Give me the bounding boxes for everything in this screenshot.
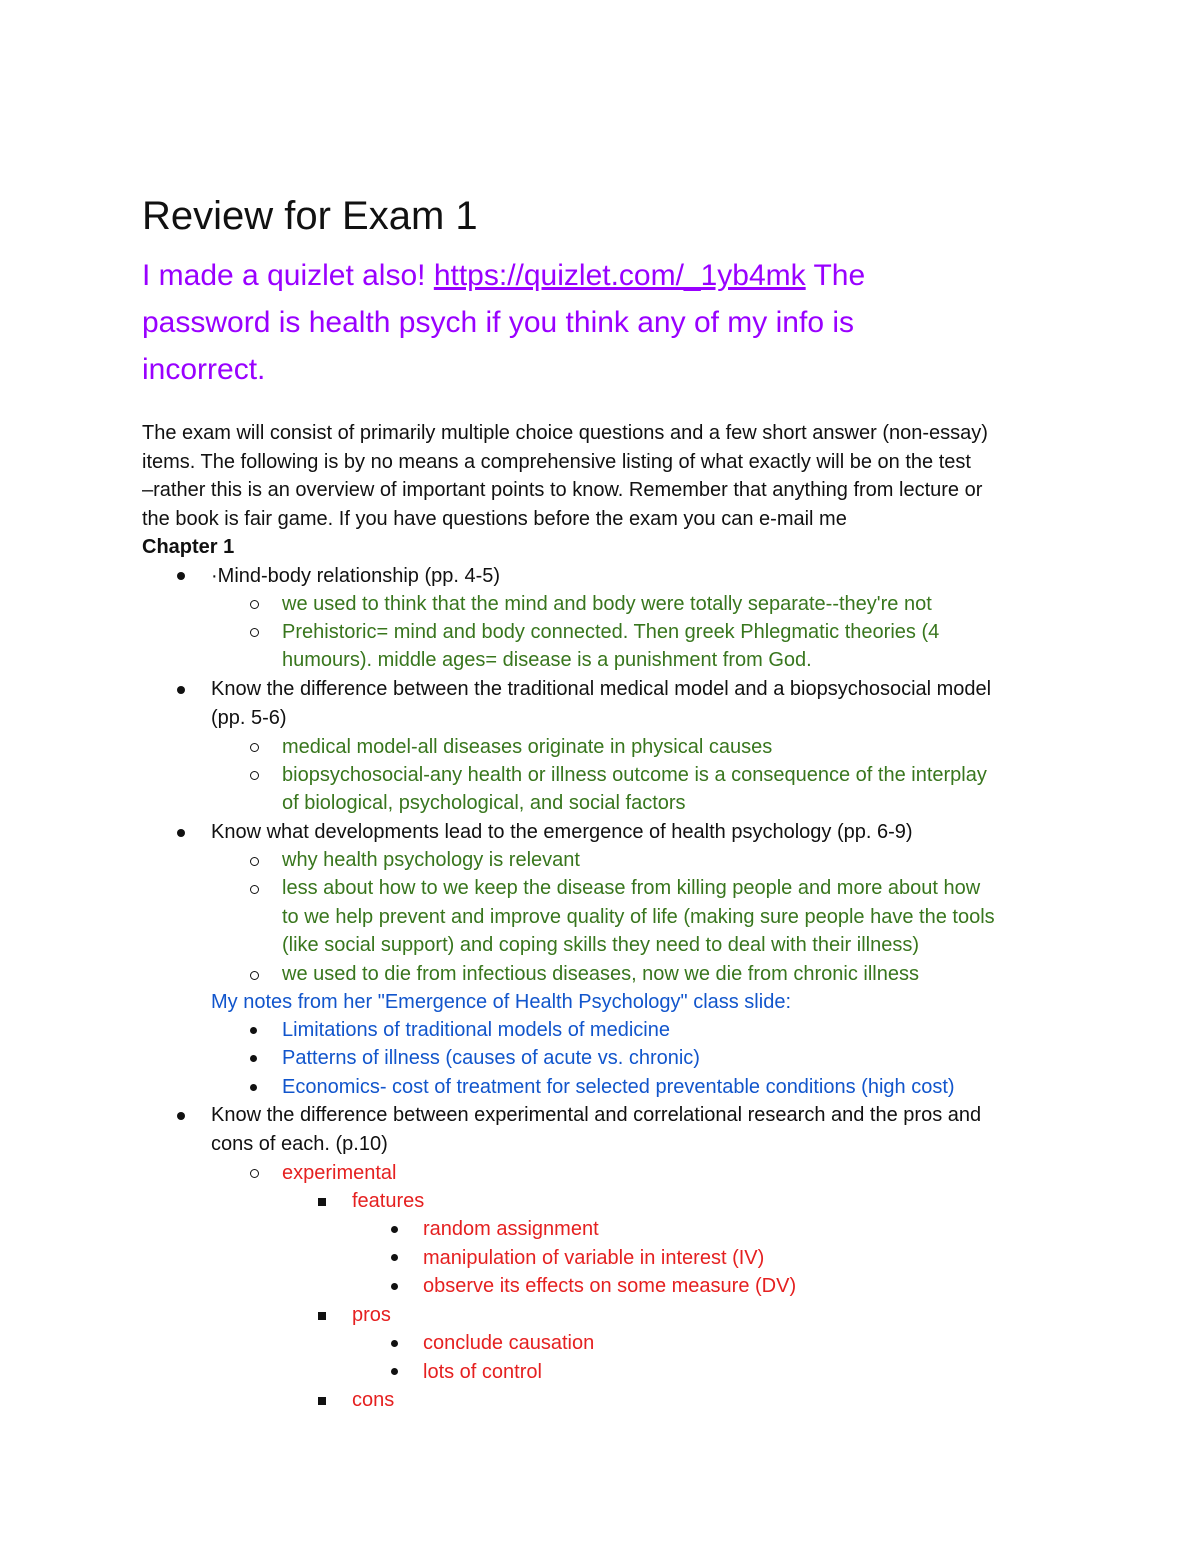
list-item-mind-body: ·Mind-body relationship (pp. 4-5) <box>211 565 501 587</box>
notes-heading: My notes from her "Emergence of Health Psychology" class slide: <box>211 991 791 1013</box>
list-item-developments-sub: why health psychology is relevant <box>282 849 580 871</box>
quizlet-note-text-after: The <box>805 259 866 292</box>
list-item-feature: manipulation of variable in interest (IV) <box>423 1247 765 1269</box>
bullet-icon <box>391 1340 398 1347</box>
quizlet-note <box>142 252 1062 393</box>
bullet-icon <box>177 829 185 837</box>
list-item-feature: observe its effects on some measure (DV) <box>423 1275 797 1297</box>
list-item-mind-body-sub-cont: humours). middle ages= disease is a punishment from God. <box>282 649 812 671</box>
square-bullet-icon <box>318 1198 326 1206</box>
list-item-models: Know the difference between the traditional medical model and a biopsychosocial model <box>211 678 992 700</box>
bullet-icon <box>391 1283 398 1290</box>
paragraph-line: the book is fair game. If you have questions before the exam you can e-mail me <box>142 507 847 530</box>
list-item-developments-sub-cont: (like social support) and coping skills they need to deal with their illness) <box>282 934 919 956</box>
list-item-research-cont: cons of each. (p.10) <box>211 1133 388 1155</box>
square-bullet-icon <box>318 1312 326 1320</box>
list-item-pro: lots of control <box>423 1361 542 1383</box>
quizlet-note-line-3: incorrect. <box>142 353 266 386</box>
list-item-mind-body-sub: we used to think that the mind and body were totally separate--they're not <box>282 593 932 615</box>
chapter-heading: Chapter 1 <box>142 536 235 558</box>
list-item-developments-sub-cont: to we help prevent and improve quality of life (making sure people have the tools <box>282 906 995 928</box>
quizlet-note-text: I made a quizlet also! <box>142 259 434 292</box>
circle-bullet-icon <box>250 743 259 752</box>
notes-item: Limitations of traditional models of medicine <box>282 1019 670 1041</box>
bullet-icon <box>391 1226 398 1233</box>
list-item-pro: conclude causation <box>423 1332 595 1354</box>
quizlet-note-line-1 <box>142 252 1062 299</box>
list-item-developments: Know what developments lead to the emergence of health psychology (pp. 6-9) <box>211 821 913 843</box>
bullet-icon <box>250 1027 257 1034</box>
list-item-models-sub: medical model-all diseases originate in physical causes <box>282 736 773 758</box>
bullet-icon <box>177 1112 185 1120</box>
list-item-developments-sub: we used to die from infectious diseases, now we die from chronic illness <box>282 963 919 985</box>
circle-bullet-icon <box>250 971 259 980</box>
bullet-icon <box>391 1368 398 1375</box>
exam-description <box>142 419 1082 533</box>
list-item-experimental: experimental <box>282 1162 397 1184</box>
bullet-icon <box>250 1084 257 1091</box>
list-item-models-sub-cont: of biological, psychological, and social factors <box>282 792 686 814</box>
circle-bullet-icon <box>250 857 259 866</box>
list-item-models-cont: (pp. 5-6) <box>211 707 287 729</box>
circle-bullet-icon <box>250 771 259 780</box>
list-item-research: Know the difference between experimental and correlational research and the pros and <box>211 1104 982 1126</box>
notes-item: Patterns of illness (causes of acute vs. chronic) <box>282 1047 700 1069</box>
bullet-icon <box>177 686 185 694</box>
paragraph-line: The exam will consist of primarily multiple choice questions and a few short answer (non-essay) <box>142 422 988 444</box>
list-item-models-sub: biopsychosocial-any health or illness outcome is a consequence of the interplay <box>282 764 987 786</box>
circle-bullet-icon <box>250 885 259 894</box>
bullet-icon <box>177 572 185 580</box>
notes-item: Economics- cost of treatment for selected preventable conditions (high cost) <box>282 1076 955 1098</box>
circle-bullet-icon <box>250 1169 259 1178</box>
square-bullet-icon <box>318 1397 326 1405</box>
list-item-pros: pros <box>352 1304 391 1326</box>
list-item-feature: random assignment <box>423 1218 599 1240</box>
quizlet-link[interactable]: https://quizlet.com/_1yb4mk <box>433 259 806 292</box>
list-item-developments-sub: less about how to we keep the disease from killing people and more about how <box>282 877 981 899</box>
circle-bullet-icon <box>250 628 259 637</box>
document-title: Review for Exam 1 <box>142 194 478 238</box>
paragraph-line: –rather this is an overview of important points to know. Remember that anything from lecture or <box>142 479 983 502</box>
paragraph-line: items. The following is by no means a comprehensive listing of what exactly will be on the test <box>142 450 971 473</box>
quizlet-note-line-2: password is health psych if you think any of my info is <box>142 306 855 339</box>
bullet-icon <box>250 1055 257 1062</box>
circle-bullet-icon <box>250 600 259 609</box>
list-item-mind-body-sub: Prehistoric= mind and body connected. Then greek Phlegmatic theories (4 <box>282 621 940 643</box>
list-item-features: features <box>352 1190 425 1212</box>
bullet-icon <box>391 1254 398 1261</box>
list-item-cons: cons <box>352 1389 395 1411</box>
